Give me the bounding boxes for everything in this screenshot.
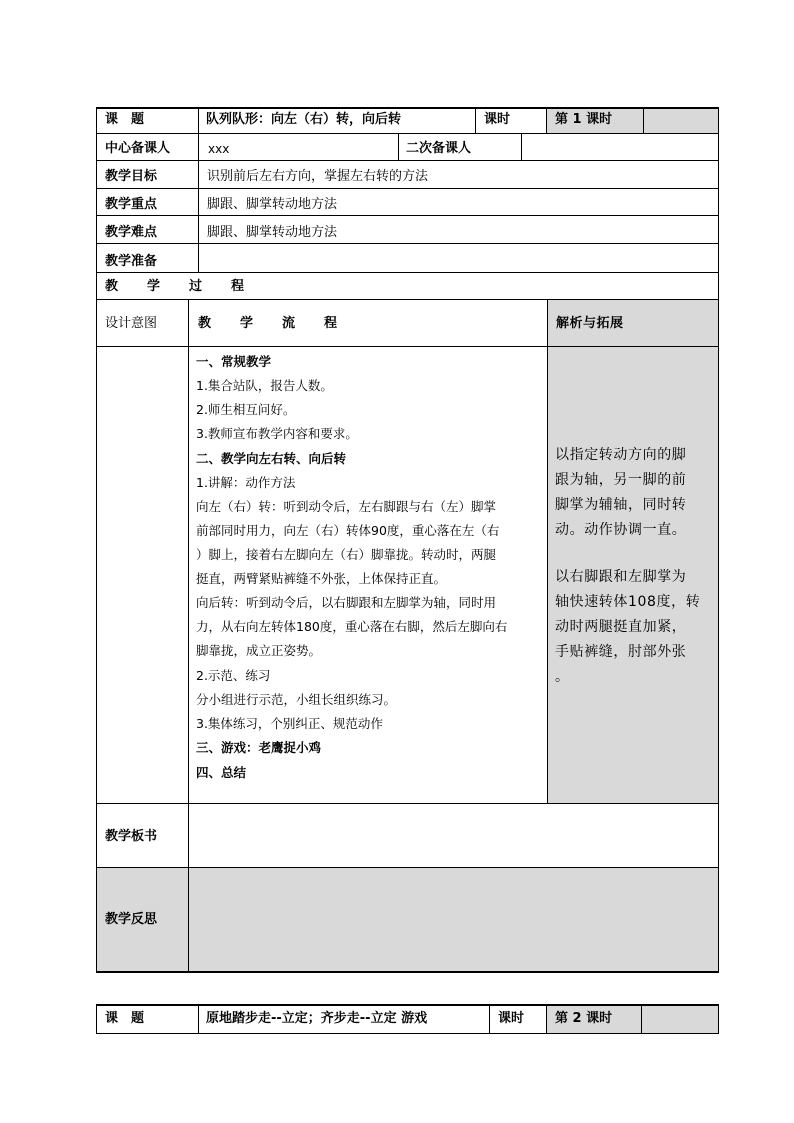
flow-line-1: 一、常规教学 [196, 354, 272, 369]
period-value-2: 第 2 课时 [555, 1011, 613, 1026]
second-planner-label: 二次备课人 [406, 141, 472, 156]
cell-topic-value-2 [198, 1004, 490, 1034]
cell-lead-planner-label [96, 133, 199, 161]
cell-preparation-value [198, 243, 719, 273]
cell-topic-value [198, 107, 476, 134]
flow-line-6: 1.讲解：动作方法 [196, 475, 296, 490]
flow-line-12: 力，从右向左转体180度，重心落在右脚，然后左脚向右 [196, 619, 508, 634]
topic-label: 课 题 [105, 112, 145, 127]
flow-line-17: 三、游戏：老鹰捉小鸡 [196, 740, 322, 755]
flow-line-4: 3.教师宣布教学内容和要求。 [196, 426, 358, 441]
analysis-line-3: 脚掌为辅轴，同时转 [555, 497, 687, 513]
cell-period-extra-2 [641, 1004, 719, 1034]
objective-label: 教学目标 [105, 169, 158, 184]
analysis-line-1: 以指定转动方向的脚 [555, 447, 687, 463]
difficulty-value: 脚跟、脚掌转动地方法 [207, 225, 338, 240]
cell-topic-label-2 [96, 1004, 199, 1034]
flow-line-8: 前部同时用力，向左（右）转体90度，重心落在左（右 [196, 523, 500, 538]
analysis-line-8: 手贴裤缝，肘部外张 [555, 644, 687, 660]
lesson-topic-2: 原地踏步走--立定；齐步走--立定 游戏 [206, 1011, 428, 1026]
cell-flow-content [188, 346, 548, 804]
analysis-line-5: 以右脚跟和左脚掌为 [555, 569, 687, 585]
flow-line-14: 2.示范、练习 [196, 668, 271, 683]
key-point-value: 脚跟、脚掌转动地方法 [207, 197, 338, 212]
flow-line-9: ）脚上，接着右左脚向左（右）脚靠拢。转动时，两腿 [196, 547, 497, 562]
process-header: 教 学 过 程 [105, 279, 246, 294]
cell-board-value [188, 803, 719, 868]
lesson-topic: 队列队形：向左（右）转，向后转 [206, 112, 402, 127]
flow-line-11: 向后转：听到动令后，以右脚跟和左脚掌为轴，同时用 [196, 595, 497, 610]
col-analysis-label: 解析与拓展 [556, 316, 624, 331]
cell-second-planner-label [398, 133, 522, 161]
cell-objective-value [198, 160, 719, 189]
flow-line-2: 1.集合站队，报告人数。 [196, 378, 333, 393]
flow-line-13: 脚靠拢，成立正姿势。 [196, 643, 322, 658]
flow-line-16: 3.集体练习，个别纠正、规范动作 [196, 716, 383, 731]
key-point-label: 教学重点 [105, 197, 158, 212]
cell-topic-label [96, 107, 199, 134]
reflection-label: 教学反思 [105, 912, 158, 927]
cell-col-design [96, 299, 189, 347]
analysis-line-7: 动时两腿挺直加紧， [555, 619, 687, 635]
cell-objective-label [96, 160, 199, 189]
topic-label-2: 课 题 [105, 1011, 145, 1026]
flow-line-5: 二、教学向左右转、向后转 [196, 451, 347, 466]
difficulty-label: 教学难点 [105, 225, 158, 240]
cell-reflection-label [96, 867, 189, 973]
cell-period-label [475, 107, 547, 134]
flow-line-15: 分小组进行示范，小组长组织练习。 [196, 692, 397, 707]
col-design-label: 设计意图 [105, 316, 158, 331]
cell-key-point-label [96, 188, 199, 216]
analysis-line-2: 跟为轴，另一脚的前 [555, 472, 687, 488]
cell-col-flow [188, 299, 548, 347]
analysis-line-4: 动。动作协调一直。 [555, 522, 687, 538]
flow-line-10: 挺直，两臂紧贴裤缝不外张，上体保持正直。 [196, 571, 447, 586]
cell-preparation-label [96, 243, 199, 273]
col-flow-label: 教 学 流 程 [198, 316, 339, 331]
objective-value: 识别前后左右方向，掌握左右转的方法 [207, 169, 429, 184]
cell-design-content [96, 346, 189, 804]
cell-period-value-2 [546, 1004, 642, 1034]
cell-lead-planner-value [198, 133, 399, 161]
lead-planner-value: xxx [208, 142, 230, 156]
analysis-line-9: 。 [555, 669, 570, 685]
cell-difficulty-label [96, 215, 199, 244]
period-value: 第 1 课时 [555, 112, 613, 127]
flow-line-18: 四、总结 [196, 765, 247, 780]
board-label: 教学板书 [105, 829, 158, 844]
period-label-2: 课时 [498, 1011, 525, 1026]
cell-board-label [96, 803, 189, 868]
cell-period-value [546, 107, 644, 134]
cell-period-extra [643, 107, 719, 134]
period-label: 课时 [484, 112, 511, 127]
cell-second-planner-value [521, 133, 719, 161]
cell-col-analysis [547, 299, 719, 347]
cell-process-header [96, 272, 719, 300]
cell-reflection-value [188, 867, 719, 973]
flow-line-7: 向左（右）转：听到动令后，左右脚跟与右（左）脚掌 [196, 499, 497, 514]
cell-difficulty-value [198, 215, 719, 244]
cell-period-label-2 [489, 1004, 547, 1034]
flow-line-3: 2.师生相互问好。 [196, 402, 296, 417]
preparation-label: 教学准备 [105, 254, 158, 269]
cell-analysis-content [547, 346, 719, 804]
lead-planner-label: 中心备课人 [105, 141, 171, 156]
cell-key-point-value [198, 188, 719, 216]
analysis-line-6: 轴快速转体108度，转 [555, 594, 701, 610]
